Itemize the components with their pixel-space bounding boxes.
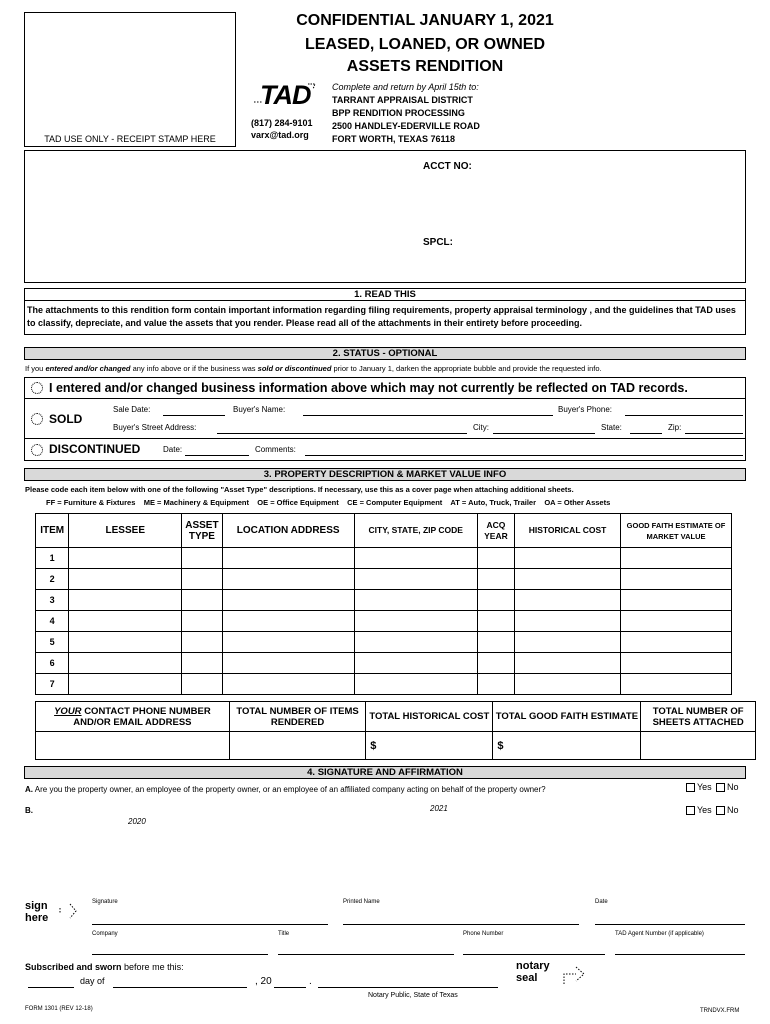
disc-date-label: Date:: [163, 445, 183, 454]
city-state-zip-cell[interactable]: [354, 674, 477, 695]
acq-year-cell[interactable]: [477, 590, 514, 611]
table-row: [36, 569, 732, 590]
notary-public-label: Notary Public, State of Texas: [368, 992, 458, 999]
total-items-header: TOTAL NUMBER OF ITEMS RENDERED: [229, 702, 365, 732]
row-number: 1: [36, 548, 69, 569]
gfe-cell[interactable]: [620, 548, 731, 569]
row-number: 6: [36, 653, 69, 674]
asset-type-cell[interactable]: [182, 569, 222, 590]
total-sheets-input[interactable]: [641, 732, 756, 760]
comments-label: Comments:: [255, 445, 296, 454]
gfe-cell[interactable]: [620, 653, 731, 674]
logo-text: TAD: [260, 80, 311, 108]
location-cell[interactable]: [222, 674, 354, 695]
question-b-label: B.: [25, 806, 33, 815]
section1-body: The attachments to this rendition form contain important information regarding filing requirements, property appraisal terminology , and the guidelines that TAD uses to classify, depreciate, and value the assets that you render. Please read all of the attachments in their entirety before proceeding.: [27, 305, 736, 328]
table-row: [36, 674, 732, 695]
page-title-line2: LEASED, LOANED, OR OWNED: [304, 36, 545, 53]
receipt-stamp-box: [24, 12, 236, 147]
question-b-year-2020: 2020: [128, 817, 146, 826]
company-label: Company: [92, 931, 118, 937]
day-field[interactable]: [28, 987, 74, 988]
historical-cost-cell[interactable]: [515, 569, 621, 590]
date-field[interactable]: [595, 924, 745, 925]
property-table: [35, 513, 732, 695]
col-header-gfe: GOOD FAITH ESTIMATE OF MARKET VALUE: [620, 514, 731, 548]
qb-yes-checkbox[interactable]: [686, 806, 695, 815]
zip-field[interactable]: [685, 433, 743, 434]
table-row: [36, 632, 732, 653]
file-code: TRNDVX.FRM: [700, 1008, 740, 1014]
disc-date-field[interactable]: [185, 455, 249, 456]
location-cell[interactable]: [222, 548, 354, 569]
tad-logo: [252, 80, 318, 108]
title-label: Title: [278, 931, 290, 937]
agent-number-label: TAD Agent Number (if applicable): [615, 931, 704, 937]
sign-here-label: sign here: [25, 900, 49, 924]
col-header-item: ITEM: [36, 514, 69, 548]
location-cell[interactable]: [222, 653, 354, 674]
signature-label: Signature: [92, 899, 118, 905]
notary-seal-label: notary seal: [516, 960, 550, 984]
changed-info-row: [24, 377, 746, 399]
comments-field[interactable]: [305, 455, 743, 456]
gfe-cell[interactable]: [620, 590, 731, 611]
address-line-1: TARRANT APPRAISAL DISTRICT: [332, 95, 473, 105]
signature-field[interactable]: [92, 924, 328, 925]
col-header-acq-year: ACQ YEAR: [477, 514, 514, 548]
qb-no-checkbox[interactable]: [716, 806, 725, 815]
lessee-cell[interactable]: [69, 674, 182, 695]
row-number: 4: [36, 611, 69, 632]
year-period: .: [309, 976, 312, 987]
contact-header: YOUR CONTACT PHONE NUMBER AND/OR EMAIL ADDRESS: [36, 702, 230, 732]
asset-type-cell[interactable]: [182, 548, 222, 569]
city-state-zip-cell[interactable]: [354, 632, 477, 653]
acq-year-cell[interactable]: [477, 548, 514, 569]
month-field[interactable]: [113, 987, 247, 988]
buyers-street-field[interactable]: [217, 433, 467, 434]
qa-no-label: No: [727, 782, 739, 792]
spcl-label: SPCL:: [423, 237, 453, 248]
total-hist-input[interactable]: $: [366, 732, 493, 760]
question-b-year-2021: 2021: [430, 804, 448, 813]
row-number: 5: [36, 632, 69, 653]
section2-title: 2. STATUS - OPTIONAL: [24, 347, 746, 360]
sold-row: [24, 399, 746, 439]
agent-number-field[interactable]: [615, 954, 745, 955]
section3-instructions: Please code each item below with one of the following "Asset Type" descriptions. If necessary, use this as a cover page when attaching additional sheets.: [25, 485, 574, 494]
buyers-phone-field[interactable]: [625, 415, 743, 416]
location-cell[interactable]: [222, 569, 354, 590]
year-prefix: , 20: [255, 976, 272, 987]
phone-number-label: Phone Number: [463, 931, 504, 937]
col-header-location: LOCATION ADDRESS: [222, 514, 354, 548]
historical-cost-cell[interactable]: [515, 653, 621, 674]
city-state-zip-cell[interactable]: [354, 653, 477, 674]
sold-label: SOLD: [49, 412, 83, 426]
table-row: [36, 590, 732, 611]
gfe-cell[interactable]: [620, 674, 731, 695]
col-header-city-state-zip: CITY, STATE, ZIP CODE: [354, 514, 477, 548]
asset-type-cell[interactable]: [182, 653, 222, 674]
subscribed-text: Subscribed and sworn before me this:: [25, 962, 184, 972]
lessee-cell[interactable]: [69, 548, 182, 569]
sale-date-label: Sale Date:: [113, 405, 151, 414]
table-row: [36, 548, 732, 569]
col-header-asset-type: ASSET TYPE: [182, 514, 222, 548]
printed-name-label: Printed Name: [343, 899, 380, 905]
qa-yes-label: Yes: [697, 782, 712, 792]
row-number: 2: [36, 569, 69, 590]
totals-table: [35, 701, 756, 760]
address-line-4: FORT WORTH, TEXAS 76118: [332, 134, 456, 144]
city-field[interactable]: [493, 433, 595, 434]
section1-title: 1. READ THIS: [24, 288, 746, 301]
section1-body-box: [24, 301, 746, 335]
changed-bubble[interactable]: [31, 382, 43, 394]
qb-no-label: No: [727, 805, 739, 815]
buyers-name-label: Buyer's Name:: [233, 405, 286, 414]
seal-arrow-icon: [562, 964, 590, 991]
section4-title: 4. SIGNATURE AND AFFIRMATION: [24, 766, 746, 779]
state-field[interactable]: [630, 433, 662, 434]
total-gfe-header: TOTAL GOOD FAITH ESTIMATE: [493, 702, 641, 732]
receipt-stamp-label: TAD USE ONLY - RECEIPT STAMP HERE: [44, 134, 216, 144]
discontinued-bubble[interactable]: [31, 444, 43, 456]
account-box: [24, 150, 746, 283]
contact-email: varx@tad.org: [251, 130, 309, 140]
row-number: 7: [36, 674, 69, 695]
buyers-name-field[interactable]: [303, 415, 553, 416]
discontinued-label: DISCONTINUED: [49, 442, 141, 456]
col-header-historical-cost: HISTORICAL COST: [515, 514, 621, 548]
contact-input[interactable]: [36, 732, 230, 760]
day-of-label: day of: [80, 976, 105, 986]
total-sheets-header: TOTAL NUMBER OF SHEETS ATTACHED: [641, 702, 756, 732]
table-row: [36, 653, 732, 674]
city-state-zip-cell[interactable]: [354, 611, 477, 632]
buyers-phone-label: Buyer's Phone:: [558, 405, 613, 414]
qa-yes-checkbox[interactable]: [686, 783, 695, 792]
qb-yes-label: Yes: [697, 805, 712, 815]
total-hist-header: TOTAL HISTORICAL COST: [366, 702, 493, 732]
asset-type-codes: FF = Furniture & Fixtures ME = Machinery & Equipment OE = Office Equipment CE = Computer Equipment AT = Auto, Truck, Trailer OA = Other Assets: [46, 498, 611, 507]
qa-no-checkbox[interactable]: [716, 783, 725, 792]
city-state-zip-cell[interactable]: [354, 548, 477, 569]
sold-bubble[interactable]: [31, 413, 43, 425]
section3-title: 3. PROPERTY DESCRIPTION & MARKET VALUE INFO: [24, 468, 746, 481]
address-line-2: BPP RENDITION PROCESSING: [332, 108, 465, 118]
historical-cost-cell[interactable]: [515, 611, 621, 632]
date-label: Date: [595, 899, 608, 905]
city-state-zip-cell[interactable]: [354, 590, 477, 611]
asset-type-cell[interactable]: [182, 590, 222, 611]
form-number: FORM 1301 (REV 12-18): [25, 1006, 93, 1012]
lessee-cell[interactable]: [69, 611, 182, 632]
acq-year-cell[interactable]: [477, 569, 514, 590]
question-a: A. Are you the property owner, an employee of the property owner, or an employee of an affiliated company acting on behalf of the property owner?: [25, 785, 546, 794]
location-cell[interactable]: [222, 590, 354, 611]
acq-year-cell[interactable]: [477, 611, 514, 632]
zip-label: Zip:: [668, 423, 682, 432]
historical-cost-cell[interactable]: [515, 548, 621, 569]
lessee-cell[interactable]: [69, 632, 182, 653]
lessee-cell[interactable]: [69, 569, 182, 590]
total-gfe-input[interactable]: $: [493, 732, 641, 760]
acct-no-label: ACCT NO:: [423, 161, 472, 172]
lessee-cell[interactable]: [69, 590, 182, 611]
printed-name-field[interactable]: [343, 924, 579, 925]
contact-phone: (817) 284-9101: [251, 118, 313, 128]
page-title-line1: CONFIDENTIAL JANUARY 1, 2021: [296, 12, 554, 29]
total-items-input[interactable]: [229, 732, 365, 760]
changed-label: I entered and/or changed business information above which may not currently be reflected on TAD records.: [49, 381, 688, 395]
historical-cost-cell[interactable]: [515, 674, 621, 695]
asset-type-cell[interactable]: [182, 632, 222, 653]
complete-by-text: Complete and return by April 15th to:: [332, 82, 479, 92]
sign-arrow-icon: [58, 902, 80, 925]
col-header-lessee: LESSEE: [69, 514, 182, 548]
company-field[interactable]: [92, 954, 268, 955]
historical-cost-cell[interactable]: [515, 590, 621, 611]
phone-number-field[interactable]: [463, 954, 605, 955]
acq-year-cell[interactable]: [477, 674, 514, 695]
gfe-cell[interactable]: [620, 611, 731, 632]
notary-signature-field[interactable]: [318, 987, 498, 988]
page-title-line3: ASSETS RENDITION: [346, 58, 504, 75]
acq-year-cell[interactable]: [477, 632, 514, 653]
location-cell[interactable]: [222, 632, 354, 653]
location-cell[interactable]: [222, 611, 354, 632]
acq-year-cell[interactable]: [477, 653, 514, 674]
row-number: 3: [36, 590, 69, 611]
asset-type-cell[interactable]: [182, 611, 222, 632]
gfe-cell[interactable]: [620, 569, 731, 590]
city-label: City:: [473, 423, 489, 432]
historical-cost-cell[interactable]: [515, 632, 621, 653]
asset-type-cell[interactable]: [182, 674, 222, 695]
discontinued-row: [24, 439, 746, 461]
buyers-street-label: Buyer's Street Address:: [113, 423, 197, 432]
sale-date-field[interactable]: [163, 415, 225, 416]
year-field[interactable]: [274, 987, 306, 988]
address-line-3: 2500 HANDLEY-EDERVILLE ROAD: [332, 121, 480, 131]
gfe-cell[interactable]: [620, 632, 731, 653]
lessee-cell[interactable]: [69, 653, 182, 674]
city-state-zip-cell[interactable]: [354, 569, 477, 590]
state-label: State:: [601, 423, 622, 432]
table-row: [36, 611, 732, 632]
section2-instructions: If you entered and/or changed any info above or if the business was sold or discontinued prior to January 1, darken the appropriate bubble and provide the requested info.: [25, 364, 602, 373]
title-field[interactable]: [278, 954, 454, 955]
